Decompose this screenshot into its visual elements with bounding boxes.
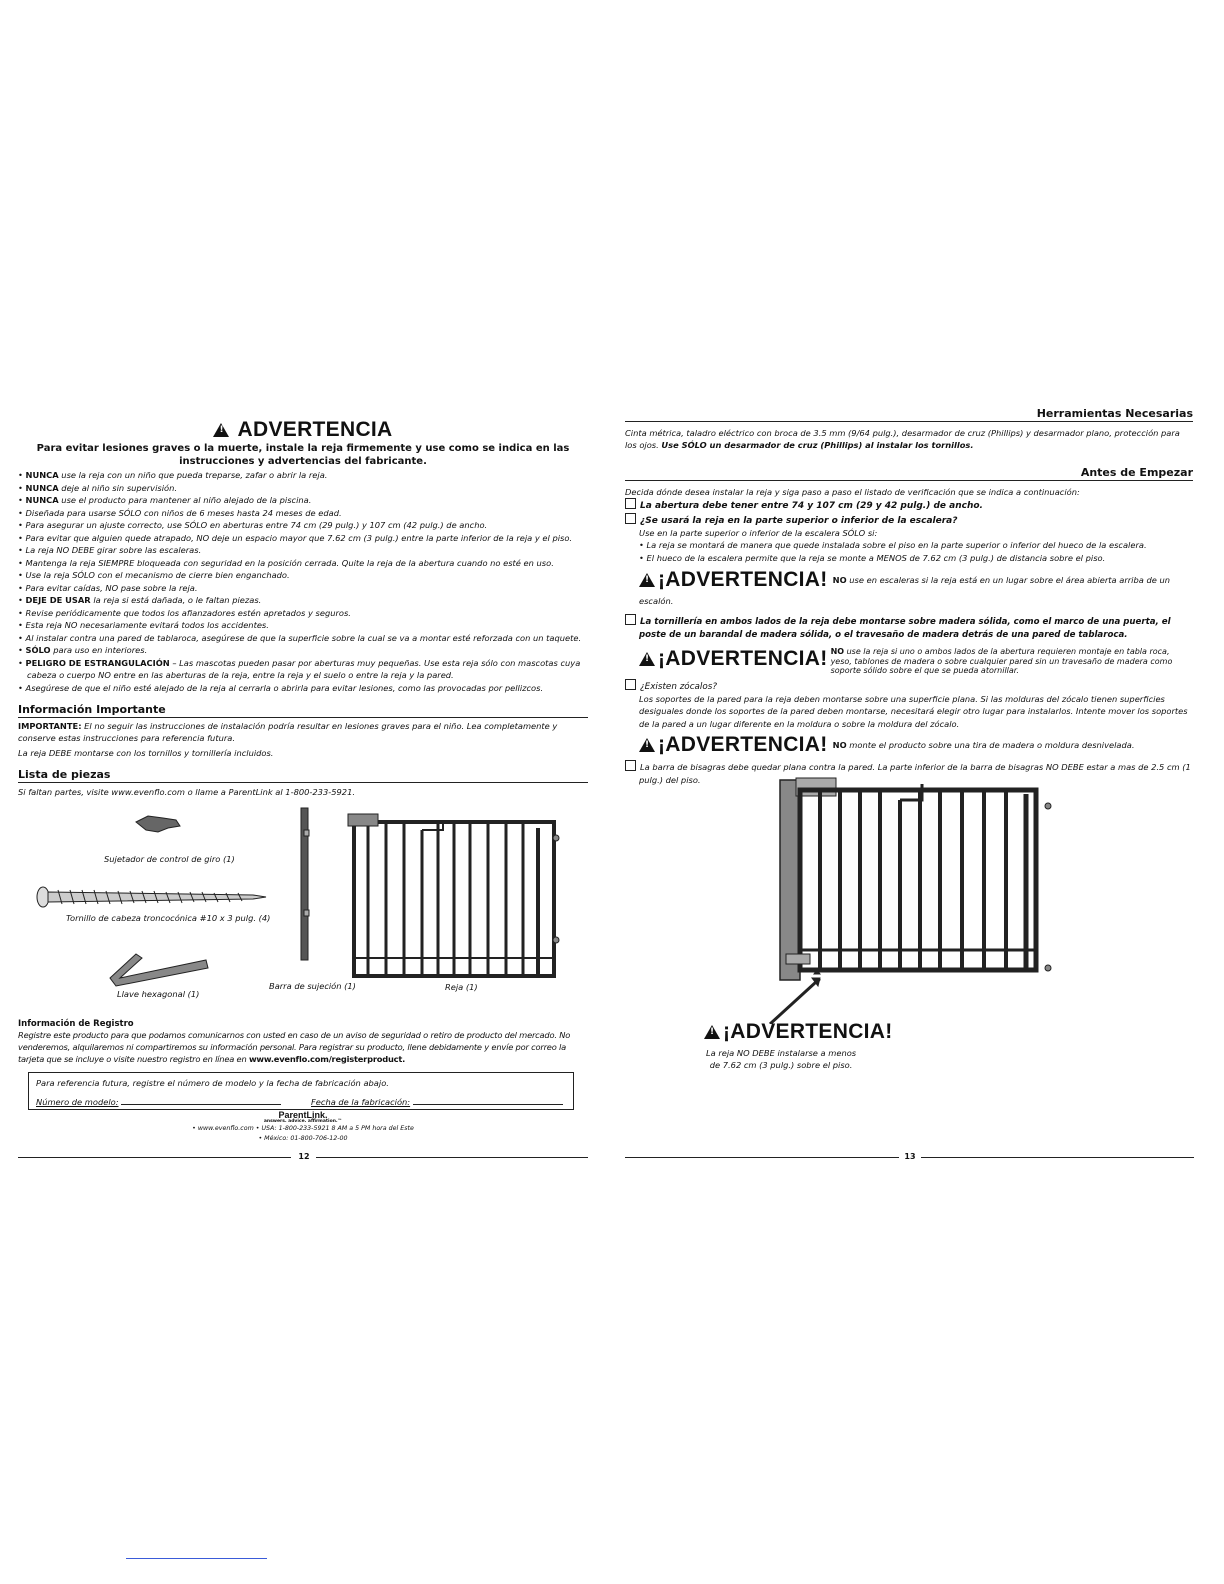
manufacture-date-field[interactable]: Fecha de la fabricación: bbox=[311, 1096, 563, 1108]
registration-url[interactable]: www.evenflo.com/registerproduct. bbox=[248, 1054, 406, 1064]
parts-illustration bbox=[18, 800, 588, 1005]
checklist-item-baseboard[interactable]: ¿Existen zócalos? bbox=[625, 679, 1193, 693]
warning-bullet: • Revise periódicamente que todos los afianzadores estén apretados y seguros. bbox=[18, 607, 351, 618]
footer-rule-right-a bbox=[625, 1157, 899, 1158]
tools-section-title: Herramientas Necesarias bbox=[625, 407, 1193, 422]
parts-section-title: Lista de piezas bbox=[18, 768, 588, 783]
before-intro: Decida dónde desea instalar la reja y siga paso a paso el listado de verificación que se indica a continuación: bbox=[625, 486, 1080, 497]
part-label-screw: Tornillo de cabeza troncocónica #10 x 3 pulg. (4) bbox=[66, 913, 271, 923]
part-label-hex-key: Llave hexagonal (1) bbox=[117, 989, 200, 999]
before-section-title: Antes de Empezar bbox=[625, 466, 1193, 481]
footer-rule-left-b bbox=[316, 1157, 588, 1158]
warning-bullet: • Para evitar caídas, NO pase sobre la reja. bbox=[18, 582, 198, 593]
warning-heading bbox=[18, 418, 588, 442]
registration-section bbox=[18, 1019, 588, 1065]
warning-bullet: • SÓLO para uso en interiores. bbox=[18, 645, 148, 655]
warning-drywall: !¡ADVERTENCIA! NO use la reja si uno o ambos lados de la abertura requieren montaje en tabla roca, yeso, tablones de madera o sobre cualquier pared sin un travesaño de madera como soporte sólido sobre el que se pueda atornillar. bbox=[625, 647, 1193, 676]
checkbox-icon[interactable] bbox=[625, 679, 636, 690]
checklist-item-hinge[interactable]: La barra de bisagras debe quedar plana contra la pared. La parte inferior de la barra de bisagras NO DEBE estar a mas de 2.5 cm (1 pulg.) del piso. bbox=[625, 760, 1193, 786]
figure-warning: !¡ADVERTENCIA! bbox=[704, 1020, 893, 1044]
warning-triangle-icon bbox=[704, 1025, 720, 1039]
checkbox-icon[interactable] bbox=[625, 513, 636, 524]
swing-control-clip-icon bbox=[136, 816, 180, 832]
warning-bullet: • Esta reja NO necesariamente evitará todos los accidentes. bbox=[18, 620, 269, 630]
registration-title: Información de Registro bbox=[18, 1019, 134, 1029]
warning-bullet: • PELIGRO DE ESTRANGULACIÓN – Las mascotas pueden pasar por aberturas muy pequeñas. Use esta reja sólo con mascotas cuya cabeza o cuerpo NO entre en las aberturas de la reja, entre la reja y el suelo o entre la reja y la pared. bbox=[18, 657, 581, 680]
warning-bullet: • Para evitar que alguien quede atrapado, NO deje un espacio mayor que 7.62 cm (3 pulg.) entre la parte inferior de la reja y el piso. bbox=[18, 532, 573, 543]
warning-subtitle: Para evitar lesiones graves o la muerte, instale la reja firmemente y use como se indica en las instrucciones y advertencias del fabricante. bbox=[36, 443, 570, 467]
checklist-item-opening[interactable]: La abertura debe tener entre 74 y 107 cm (29 y 42 pulg.) de ancho. bbox=[625, 498, 1193, 512]
info-text-2: La reja DEBE montarse con los tornillos y tornillería incluidos. bbox=[18, 747, 274, 758]
parentlink-logo: ParentLink. answers. advice. affirmation.™ • www.evenflo.com • USA: 1-800-233-5921 8 AM a 5 PM hora del Este • México: 01-800-706-12-00 bbox=[18, 1110, 588, 1143]
gate-icon bbox=[348, 814, 559, 978]
stairs-bullet-2: • El hueco de la escalera permite que la reja se monte a MENOS de 7.62 cm (3 pulg.) de distancia sobre el piso. bbox=[639, 552, 1106, 563]
parts-intro: Si faltan partes, visite www.evenflo.com o llame a ParentLink al 1-800-233-5921. bbox=[18, 787, 355, 798]
info-section-title: Información Importante bbox=[18, 703, 588, 718]
bottom-link-underline bbox=[126, 1558, 267, 1559]
stairs-bullet-1: • La reja se montará de manera que quede instalada sobre el piso en la parte superior o inferior del hueco de la escalera. bbox=[639, 540, 1147, 551]
warning-bullet: • Mantenga la reja SIEMPRE bloqueada con seguridad en la posición cerrada. Quite la reja de la abertura cuando no esté en uso. bbox=[18, 557, 554, 568]
warning-triangle-icon bbox=[213, 423, 229, 437]
info-text: IMPORTANTE: El no seguir las instrucciones de instalación podría resultar en lesiones graves para el niño. Lea completamente y conserve estas instrucciones para referencia futura. bbox=[18, 721, 558, 744]
warning-bullet: • NUNCA use la reja con un niño que pueda treparse, zafar o abrir la reja. bbox=[18, 470, 328, 480]
warning-bullet: • Diseñada para usarse SÓLO con niños de 6 meses hasta 24 meses de edad. bbox=[18, 507, 342, 518]
warning-stairs: !¡ADVERTENCIA! NO use en escaleras si la reja está en un lugar sobre el área abierta arriba de un escalón. bbox=[625, 568, 1193, 611]
checkbox-icon[interactable] bbox=[625, 760, 636, 771]
footer-rule-left-a bbox=[18, 1157, 291, 1158]
checkbox-icon[interactable] bbox=[625, 614, 636, 625]
hex-key-icon bbox=[110, 954, 208, 986]
part-label-clip: Sujetador de control de giro (1) bbox=[104, 854, 235, 864]
contact-line-2: • México: 01-800-706-12-00 bbox=[258, 1134, 348, 1142]
page-number-right: 13 bbox=[904, 1152, 916, 1161]
warning-bullet: • NUNCA deje al niño sin supervisión. bbox=[18, 482, 177, 493]
contact-line-1: • www.evenflo.com • USA: 1-800-233-5921 8 AM a 5 PM hora del Este bbox=[192, 1125, 414, 1132]
attachment-bar-icon bbox=[301, 808, 309, 960]
tools-text: Cinta métrica, taladro eléctrico con broca de 3.5 mm (9/64 pulg.), desarmador de cruz (Phillips) y desarmador plano, protección para los ojos. Use SÓLO un desarmador de cruz (Phillips) al instalar los tornillos. bbox=[625, 428, 1180, 451]
reference-box bbox=[28, 1072, 574, 1110]
warning-molding: !¡ADVERTENCIA! NO monte el producto sobre una tira de madera o moldura desnivelada. bbox=[625, 733, 1193, 757]
warning-triangle-icon bbox=[639, 573, 655, 587]
right-page bbox=[625, 407, 1193, 786]
warning-triangle-icon bbox=[639, 652, 655, 666]
warning-bullet: • Use la reja SÓLO con el mecanismo de cierre bien enganchado. bbox=[18, 570, 290, 580]
warning-bullet: • Al instalar contra una pared de tablaroca, asegúrese de que la superficie sobre la cual se va a montar esté reforzada con un taquete. bbox=[18, 632, 582, 643]
warning-bullet: • La reja NO DEBE girar sobre las escaleras. bbox=[18, 545, 202, 555]
warning-bullet: • NUNCA use el producto para mantener al niño alejado de la piscina. bbox=[18, 495, 312, 505]
part-label-bar: Barra de sujeción (1) bbox=[269, 981, 356, 991]
warning-bullet-list bbox=[18, 469, 588, 694]
left-page bbox=[18, 418, 588, 799]
installed-gate-illustration bbox=[700, 772, 1060, 1024]
warning-triangle-icon bbox=[639, 738, 655, 752]
checklist-item-wood[interactable]: La tornillería en ambos lados de la reja debe montarse sobre madera sólida, como el marco de una puerta, el poste de un barandal de madera sólida, o el travesaño de madera detrás de una pared de tablaroca. bbox=[625, 614, 1193, 641]
registration-text: Registre este producto para que podamos comunicarnos con usted en caso de un aviso de seguridad o retiro de producto del mercado. No venderemos, alquilaremos ni compartiremos su información personal. Para registrar su producto, llene debidamente y envíe por correo la tarjeta que se incluye o visite nuestro registro en línea en www.evenflo.com/registerproduct. bbox=[18, 1030, 571, 1064]
checkbox-icon[interactable] bbox=[625, 498, 636, 509]
stairs-sub: Use en la parte superior o inferior de la escalera SÓLO si: bbox=[639, 528, 878, 539]
part-label-gate: Reja (1) bbox=[445, 982, 478, 992]
model-number-field[interactable]: Número de modelo: bbox=[36, 1096, 281, 1108]
warning-bullet: • Para asegurar un ajuste correcto, use SÓLO en aberturas entre 74 cm (29 pulg.) y 107 cm (42 pulg.) de ancho. bbox=[18, 520, 488, 530]
page-number-left: 12 bbox=[298, 1152, 310, 1161]
warning-bullet: • DEJE DE USAR la reja si está dañada, o le faltan piezas. bbox=[18, 595, 262, 605]
screw-icon bbox=[37, 887, 266, 907]
reference-text: Para referencia futura, registre el número de modelo y la fecha de fabricación abajo. bbox=[36, 1078, 389, 1088]
baseboard-text: Los soportes de la pared para la reja deben montarse sobre una superficie plana. Si las molduras del zócalo tienen superficies desiguales donde los soportes de la pared deben montarse, necesitará elegir otro lugar para instalarlos. Intente mover los soportes de la pared a un lugar diferente en la moldura o sobre la moldura del zócalo. bbox=[639, 693, 1188, 729]
figure-warning-text: La reja NO DEBE instalarse a menos de 7.62 cm (3 pulg.) sobre el piso. bbox=[706, 1048, 857, 1071]
warning-bullet: • Asegúrese de que el niño esté alejado de la reja al cerrarla o abrirla para evitar lesiones, como las provocadas por pellizcos. bbox=[18, 682, 544, 693]
footer-rule-right-b bbox=[921, 1157, 1194, 1158]
warning-title: ADVERTENCIA bbox=[237, 418, 393, 441]
checklist-item-stairs[interactable]: ¿Se usará la reja en la parte superior o inferior de la escalera? bbox=[625, 513, 1193, 527]
